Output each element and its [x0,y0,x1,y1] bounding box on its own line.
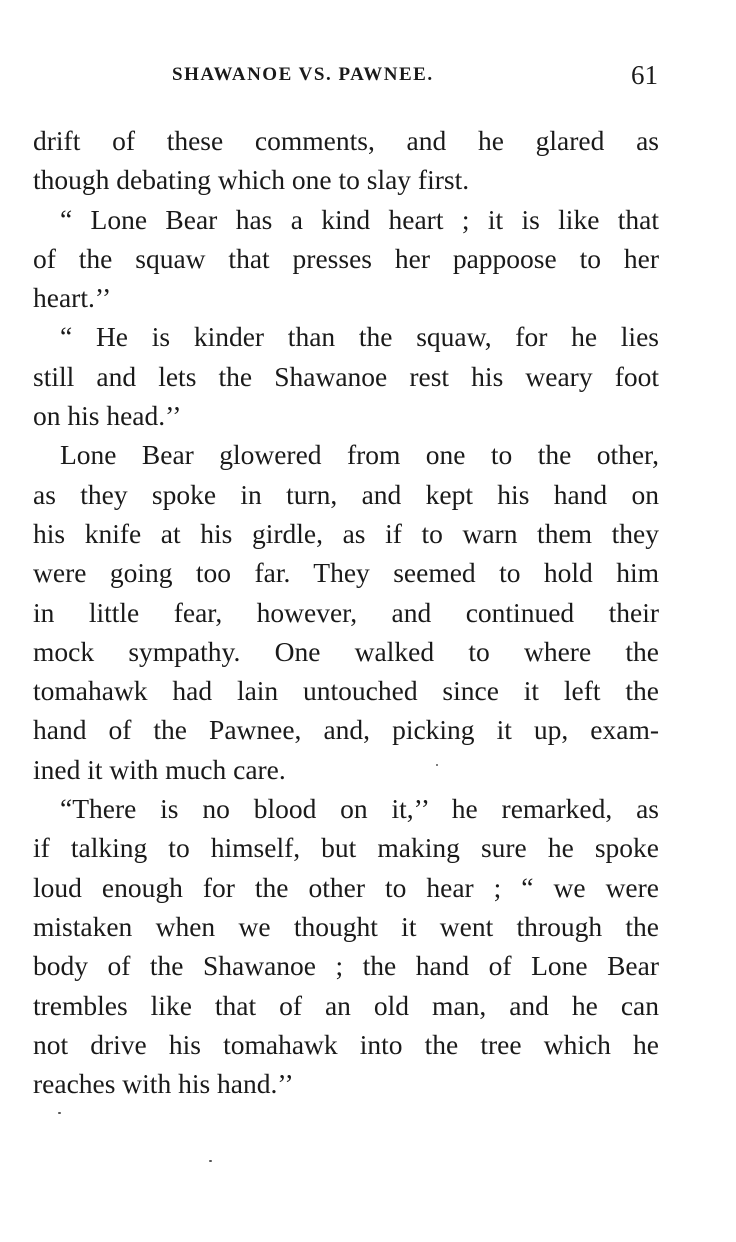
running-title: SHAWANOE VS. PAWNEE. [172,64,434,85]
text-line: heart.’’ [33,282,112,314]
print-speck [436,764,438,766]
body-text [33,121,659,1103]
text-line: mistaken when we thought it went through the [33,910,659,942]
text-line: “ Lone Bear has a kind heart ; it is like that [60,203,659,235]
text-line: were going too far. They seemed to hold him [33,557,659,589]
text-line: his knife at his girdle, as if to warn them they [33,517,659,549]
text-line: trembles like that of an old man, and he can [33,989,659,1021]
text-line: ined it with much care. [33,753,286,785]
paragraph [33,317,659,435]
text-line: in little fear, however, and continued their [33,596,659,628]
text-line: drift of these comments, and he glared as [33,125,659,156]
text-line: tomahawk had lain untouched since it left the [33,675,659,707]
text-line: not drive his tomahawk into the tree which he [33,1028,659,1060]
text-line: though debating which one to slay first. [33,164,470,196]
text-line: Lone Bear glowered from one to the other, [60,439,659,471]
running-head [0,60,736,94]
text-line: “ He is kinder than the squaw, for he lies [60,321,659,353]
text-line: as they spoke in turn, and kept his hand on [33,478,659,510]
paragraph [33,789,659,1103]
text-line: on his head.’’ [33,400,182,432]
text-line: “There is no blood on it,’’ he remarked, as [60,793,659,825]
text-line: of the squaw that presses her pappoose to her [33,242,659,274]
text-line: hand of the Pawnee, and, picking it up, exam- [33,714,659,746]
paragraph [33,200,659,318]
print-speck [58,1112,61,1114]
print-speck [209,1160,212,1162]
page-number: 61 [631,60,658,90]
text-line: still and lets the Shawanoe rest his weary foot [33,360,659,392]
paragraph [33,435,659,789]
text-line: if talking to himself, but making sure he spoke [33,832,659,864]
text-line: mock sympathy. One walked to where the [33,635,659,667]
paragraph [33,121,659,200]
text-line: reaches with his hand.’’ [33,1068,294,1100]
text-line: body of the Shawanoe ; the hand of Lone Bear [33,950,659,982]
text-line: loud enough for the other to hear ; “ we were [33,871,659,903]
